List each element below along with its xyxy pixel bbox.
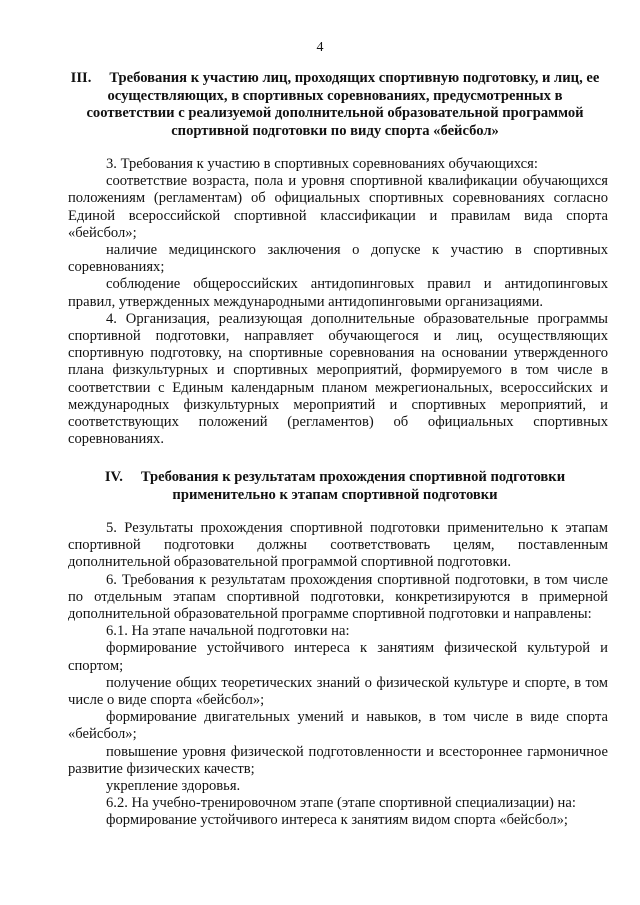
paragraph-5: 5. Результаты прохождения спортивной подготовки применительно к этапам спортивной подготовки должны соответствовать целям, поставленным дополнительной образовательной программой спортивной подготовки.	[68, 520, 608, 571]
paragraph-6-1-item-knowledge: получение общих теоретических знаний о физической культуре и спорте, в том числе о виде спорта «бейсбол»;	[68, 674, 608, 709]
paragraph-6-1-item-interest: формирование устойчивого интереса к занятиям физической культурой и спортом;	[68, 640, 608, 674]
paragraph-3-item-antidoping: соблюдение общероссийских антидопинговых правил и антидопинговых правил, утвержденных международными антидопинговыми организациями.	[68, 276, 608, 310]
paragraph-6-2-item-interest: формирование устойчивого интереса к занятиям видом спорта «бейсбол»;	[106, 812, 568, 829]
paragraph-6: 6. Требования к результатам прохождения спортивной подготовки, в том числе по отдельным этапам спортивной подготовки, конкретизируются в примерной дополнительной образовательной программе спортивной подготовки и направлены:	[68, 571, 608, 623]
section-4-title: Требования к результатам прохождения спортивной подготовки применительно к этапам спортивной подготовки	[140, 469, 566, 503]
paragraph-6-1-item-fitness: повышение уровня физической подготовленности и всестороннее гармоничное развитие физических качеств;	[68, 743, 608, 777]
paragraph-6-1: 6.1. На этапе начальной подготовки на:	[106, 623, 350, 640]
section-3-title: Требования к участию лиц, проходящих спортивную подготовку, и лиц, ее осуществляющих, в спортивных соревнованиях, предусмотренных в соответствии с реализуемой дополнительной образовательной программой спортивной подготовки по виду спорта «бейсбол»	[86, 70, 600, 139]
paragraph-3: 3. Требования к участию в спортивных соревнованиях обучающихся:	[106, 156, 538, 172]
section-3-heading	[62, 70, 608, 140]
paragraph-6-2: 6.2. На учебно-тренировочном этапе (этапе спортивной специализации) на:	[106, 795, 576, 812]
paragraph-6-1-item-skills: формирование двигательных умений и навыков, в том числе в виде спорта «бейсбол»;	[68, 709, 608, 743]
paragraph-6-1-item-health: укрепление здоровья.	[106, 778, 241, 795]
section-3-body	[68, 156, 608, 448]
paragraph-3-item-age: соответствие возраста, пола и уровня спортивной квалификации обучающихся положениям (регламентам) об официальных спортивных соревнованиях согласно Единой всероссийской спортивной классификации и правилам вида спорта «бейсбол»;	[68, 173, 608, 241]
paragraph-4: 4. Организация, реализующая дополнительные образовательные программы спортивной подготовки, направляет обучающегося и лиц, осуществляющих спортивную подготовку, на спортивные соревнования на основании утвержденного плана физкультурных и спортивных мероприятий, формируемого в том числе в соответствии с Единым календарным планом межрегиональных, всероссийских и международных физкультурных мероприятий и спортивных мероприятий, и соответствующих положений (регламентов) об официальных спортивных соревнованиях.	[68, 310, 608, 448]
section-3-number: III.	[70, 70, 92, 86]
paragraph-3-item-medical: наличие медицинского заключения о допуске к участию в спортивных соревнованиях;	[68, 242, 608, 276]
section-4-heading	[62, 469, 608, 504]
section-4-body	[68, 520, 608, 830]
page-number: 4	[316, 40, 324, 55]
section-4-number: IV.	[104, 469, 123, 485]
